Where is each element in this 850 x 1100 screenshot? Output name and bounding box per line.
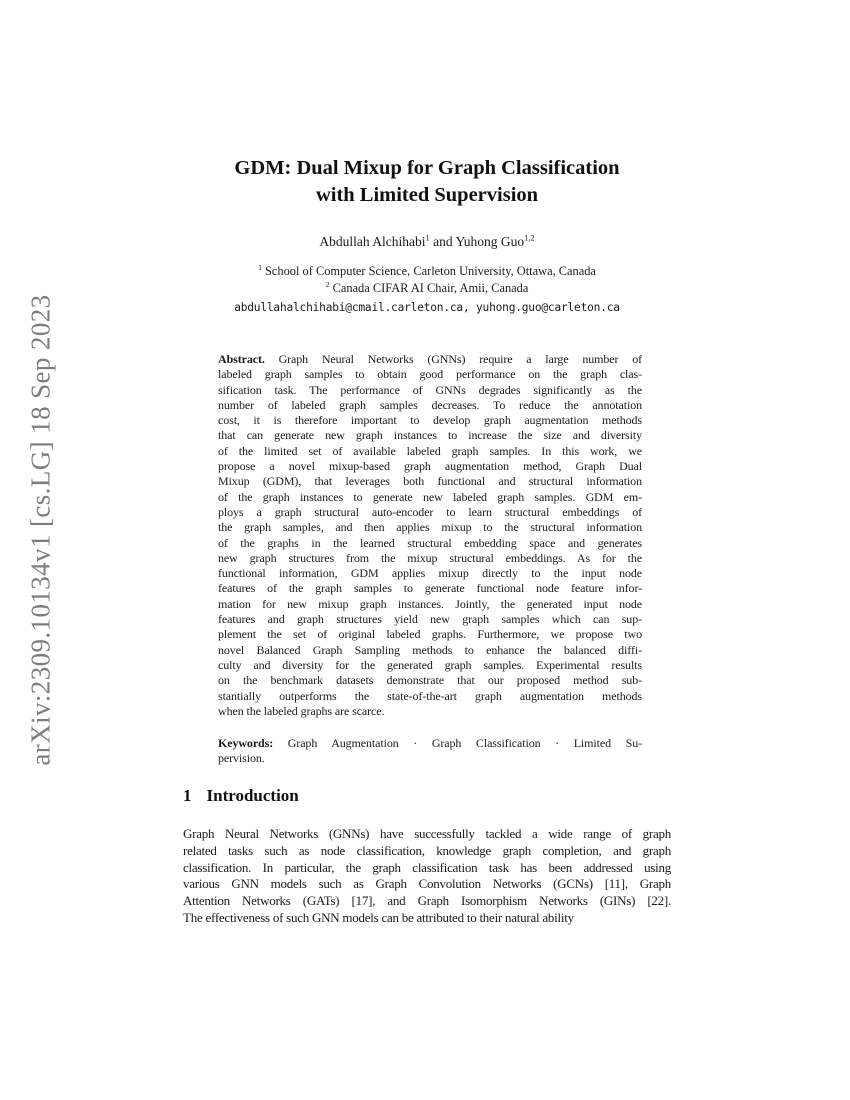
paper-content: [183, 0, 671, 1100]
abstract-line: stantially outperforms the state-of-the-art graph augmentation methods: [218, 688, 642, 703]
introduction-paragraph: [183, 826, 671, 927]
author-2: Yuhong Guo: [455, 234, 525, 249]
abstract-first-line-text: Graph Neural Networks (GNNs) require a large number of: [278, 352, 642, 366]
abstract-line: new graph structures from the mixup structural embeddings. As for the: [218, 550, 642, 565]
affiliation-line: [183, 280, 671, 297]
authors-separator: and: [429, 234, 456, 249]
abstract-region: [218, 352, 642, 767]
author-1: Abdullah Alchihabi: [319, 234, 426, 249]
introduction-line: related tasks such as node classification, knowledge graph completion, and graph: [183, 842, 671, 858]
affiliations-block: [183, 263, 671, 316]
abstract-line: of the graphs in the learned structural embedding space and generates: [218, 535, 642, 550]
abstract-line: that can generate new graph instances to increase the size and diversity: [218, 428, 642, 443]
affiliation-line: [183, 263, 671, 280]
abstract-line: novel Balanced Graph Sampling methods to enhance the balanced diffi-: [218, 642, 642, 657]
abstract-line: mation for new mixup graph instances. Jointly, the generated input node: [218, 596, 642, 611]
affiliations-list: [183, 263, 671, 297]
abstract-line: labeled graph samples to obtain good performance on the graph clas-: [218, 367, 642, 382]
author-2-affiliation-marker: 1,2: [524, 233, 535, 243]
abstract-line: number of labeled graph samples decreases. To reduce the annotation: [218, 397, 642, 412]
abstract-line: plement the set of original labeled graphs. Furthermore, we propose two: [218, 627, 642, 642]
abstract-line: the graph samples, and then applies mixup to the structural information: [218, 520, 642, 535]
introduction-line: Attention Networks (GATs) [17], and Graph Isomorphism Networks (GINs) [22].: [183, 893, 671, 909]
introduction-line: classification. In particular, the graph classification task has been addressed using: [183, 859, 671, 875]
affiliation-text: School of Computer Science, Carleton University, Ottawa, Canada: [265, 264, 596, 278]
abstract-line: features and graph structures yield new graph samples which can sup-: [218, 612, 642, 627]
abstract-line: culty and diversity for the generated graph samples. Experimental results: [218, 657, 642, 672]
keywords-label: Keywords:: [218, 736, 274, 751]
introduction-lines: [183, 826, 671, 927]
paper-title-line1: GDM: Dual Mixup for Graph Classification: [234, 157, 620, 179]
abstract-line: functional information, GDM applies mixup directly to the input node: [218, 566, 642, 581]
paper-title-line2: with Limited Supervision: [315, 184, 539, 206]
abstract-line: cost, it is therefore important to develop graph augmentation methods: [218, 413, 642, 428]
abstract-line: features of the graph samples to generate functional node feature infor-: [218, 581, 642, 596]
abstract-lines: [218, 367, 642, 719]
abstract-label: Abstract.: [218, 352, 265, 366]
affiliation-text: Canada CIFAR AI Chair, Amii, Canada: [332, 281, 529, 295]
abstract-line: propose a novel mixup-based graph augmentation method, Graph Dual: [218, 459, 642, 474]
keywords-block: [218, 736, 642, 767]
abstract-first-line: [218, 352, 642, 367]
introduction-line: Graph Neural Networks (GNNs) have successfully tackled a wide range of graph: [183, 826, 671, 841]
abstract-line: Mixup (GDM), that leverages both functional and structural information: [218, 474, 642, 489]
abstract-line: when the labeled graphs are scarce.: [218, 703, 385, 718]
introduction-line: various GNN models such as Graph Convolution Networks (GCNs) [11], Graph: [183, 876, 671, 892]
abstract-line: sification task. The performance of GNNs degrades significantly as the: [218, 382, 642, 397]
keywords-second-line: pervision.: [218, 751, 265, 766]
keywords-first-line: [218, 736, 642, 751]
section-number: 1: [183, 786, 192, 805]
paper-title: [183, 155, 671, 209]
abstract-line: of the graph instances to generate new labeled graph samples. GDM em-: [218, 489, 642, 504]
section-title: Introduction: [206, 786, 299, 805]
affiliation-marker: 2: [325, 279, 330, 289]
arxiv-watermark: arXiv:2309.10134v1 [cs.LG] 18 Sep 2023: [25, 294, 56, 766]
abstract-line: on the benchmark datasets demonstrate that our proposed method sub-: [218, 673, 642, 688]
authors-line: [183, 234, 671, 250]
introduction-line: The effectiveness of such GNN models can be attributed to their natural ability: [183, 909, 574, 925]
abstract-line: of the limited set of available labeled graph samples. In this work, we: [218, 443, 642, 458]
author-emails: abdullahalchihabi@cmail.carleton.ca, yuhong.guo@carleton.ca: [234, 301, 620, 314]
keywords-first-line-text: Graph Augmentation · Graph Classification · Limited Su-: [287, 736, 642, 751]
author-1-affiliation-marker: 1: [425, 233, 430, 243]
section-heading: [183, 786, 299, 806]
affiliation-marker: 1: [258, 262, 262, 272]
abstract-line: ploys a graph structural auto-encoder to learn structural embeddings of: [218, 504, 642, 519]
